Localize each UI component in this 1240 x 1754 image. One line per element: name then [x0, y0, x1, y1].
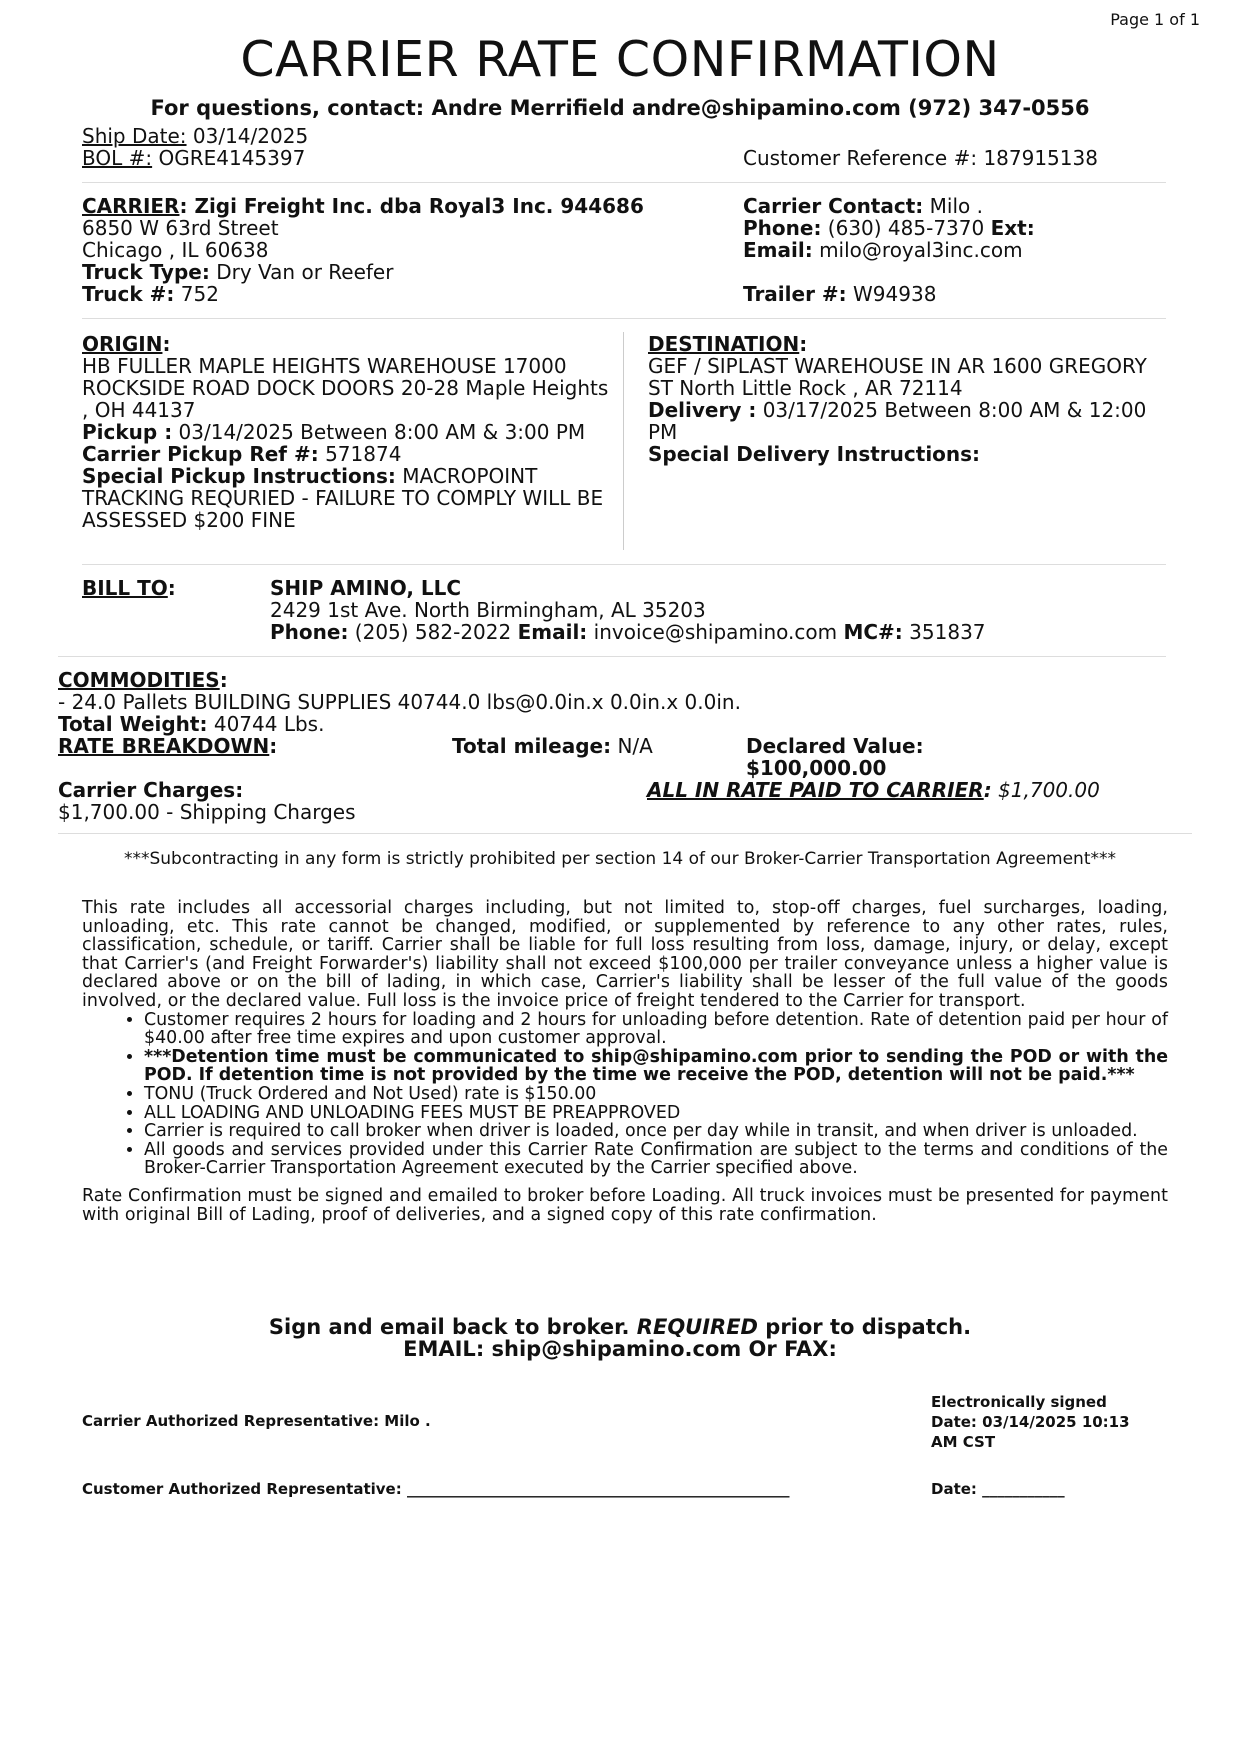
delivery-instructions: Special Delivery Instructions: [648, 442, 981, 466]
origin-block [82, 333, 617, 531]
total-mileage: Total mileage: N/A [452, 734, 653, 758]
truck-number: Truck #: 752 [82, 282, 219, 306]
contact-line: For questions, contact: Andre Merrifield andre@shipamino.com (972) 347-0556 [150, 96, 1090, 120]
bill-to-address: 2429 1st Ave. North Birmingham, AL 35203 [270, 598, 706, 622]
bill-to-name: SHIP AMINO, LLC [270, 576, 462, 600]
destination-address: GEF / SIPLAST WAREHOUSE IN AR 1600 GREGORY ST North Little Rock , AR 72114 [648, 354, 1147, 400]
list-item: • Carrier is required to call broker when driver is loaded, once per day while in transit, and when driver is unloaded. [144, 1122, 1168, 1141]
declared-value: Declared Value: $100,000.00 [746, 734, 924, 780]
rate-breakdown-label: RATE BREAKDOWN: [58, 734, 278, 758]
carrier-address1: 6850 W 63rd Street [82, 216, 279, 240]
carrier-block [82, 195, 722, 305]
page-number: Page 1 of 1 [1110, 10, 1200, 29]
carrier-name: CARRIER: Zigi Freight Inc. dba Royal3 Inc. 944686 [82, 194, 644, 218]
column-divider [623, 332, 624, 550]
carrier-contact: Carrier Contact: Milo . [743, 194, 983, 218]
list-item: • ALL LOADING AND UNLOADING FEES MUST BE PREAPPROVED [144, 1104, 1168, 1123]
electronic-signature: Electronically signed Date: 03/14/2025 10:13 AM CST [931, 1393, 1130, 1451]
terms-block [82, 899, 1168, 1224]
divider [82, 318, 1166, 319]
destination-label: DESTINATION: [648, 332, 808, 356]
divider [58, 656, 1166, 657]
carrier-address2: Chicago , IL 60638 [82, 238, 269, 262]
truck-type: Truck Type: Dry Van or Reefer [82, 260, 394, 284]
commodities-label: COMMODITIES: [58, 668, 228, 692]
carrier-phone: Phone: (630) 485-7370 Ext: [743, 216, 1035, 240]
ship-date: Ship Date: 03/14/2025 [82, 124, 309, 148]
terms-paragraph: This rate includes all accessorial charges including, but not limited to, stop-off charges, fuel surcharges, loading, unloading, etc. This rate cannot be changed, modified, or supplemented by reference to any other rates, rules, classification, schedule, or tariff. Carrier shall be liable for full loss resulting from loss, damage, injury, or delay, except that Carrier's (and Freight Forwarder's) liability shall not exceed $100,000 per trailer conveyance unless a higher value is declared above or on the bill of lading, in which case, Carrier's liability shall be lesser of the full value of the goods involved, or the declared value. Full loss is the invoice price of freight tendered to the Carrier for transport. [82, 898, 1168, 1011]
customer-signature-date: Date: ___________ [931, 1480, 1065, 1498]
divider [82, 182, 1166, 183]
customer-representative: Customer Authorized Representative: ___________________________________________________ [82, 1480, 790, 1498]
list-item: • TONU (Truck Ordered and Not Used) rate is $150.00 [144, 1085, 1168, 1104]
bill-to-block [270, 577, 1190, 643]
divider [58, 833, 1192, 834]
pickup-ref: Carrier Pickup Ref #: 571874 [82, 442, 402, 466]
sign-instruction: Sign and email back to broker. REQUIRED prior to dispatch. EMAIL: ship@shipamino.com Or FAX: [268, 1315, 972, 1361]
customer-reference: Customer Reference #: 187915138 [743, 146, 1098, 170]
commodity-line: - 24.0 Pallets BUILDING SUPPLIES 40744.0 lbs@0.0in.x 0.0in.x 0.0in. [58, 690, 741, 714]
list-item: • ***Detention time must be communicated to ship@shipamino.com prior to sending the POD or with the POD. If detention time is not provided by the time we receive the POD, detention will not be paid.*** [144, 1048, 1168, 1085]
bill-to-label: BILL TO: [82, 576, 176, 600]
terms-list [82, 1011, 1168, 1178]
all-in-rate: ALL IN RATE PAID TO CARRIER: $1,700.00 [647, 778, 1100, 802]
carrier-email: Email: milo@royal3inc.com [743, 238, 1023, 262]
list-item: • All goods and services provided under this Carrier Rate Confirmation are subject to the terms and conditions of the Broker-Carrier Transportation Agreement executed by the Carrier specified above. [144, 1141, 1168, 1178]
total-weight: Total Weight: 40744 Lbs. [58, 712, 325, 736]
destination-block [648, 333, 1148, 465]
pickup-instructions: Special Pickup Instructions: MACROPOINT TRACKING REQURIED - FAILURE TO COMPLY WILL BE ASSESSED $200 FINE [82, 464, 604, 532]
bol-number: BOL #: OGRE4145397 [82, 146, 306, 170]
carrier-charges: Carrier Charges: $1,700.00 - Shipping Charges [58, 778, 356, 824]
divider [82, 564, 1166, 565]
pickup-window: Pickup : 03/14/2025 Between 8:00 AM & 3:00 PM [82, 420, 586, 444]
closing-paragraph: Rate Confirmation must be signed and emailed to broker before Loading. All truck invoices must be presented for payment with original Bill of Lading, proof of deliveries, and a signed copy of this rate confirmation. [82, 1185, 1168, 1225]
delivery-window: Delivery : 03/17/2025 Between 8:00 AM & 12:00 PM [648, 398, 1147, 444]
carrier-contact-block [743, 195, 1183, 305]
commodities-block [58, 669, 1198, 735]
bill-to-contact: Phone: (205) 582-2022 Email: invoice@shipamino.com MC#: 351837 [270, 620, 986, 644]
origin-address: HB FULLER MAPLE HEIGHTS WAREHOUSE 17000 ROCKSIDE ROAD DOCK DOORS 20-28 Maple Heights , OH 44137 [82, 354, 609, 422]
list-item: • Customer requires 2 hours for loading and 2 hours for unloading before detention. Rate of detention paid per hour of $40.00 after free time expires and upon customer approval. [144, 1011, 1168, 1048]
page-title: CARRIER RATE CONFIRMATION [240, 31, 1000, 88]
origin-label: ORIGIN: [82, 332, 171, 356]
carrier-representative: Carrier Authorized Representative: Milo . [82, 1412, 431, 1430]
subcontracting-notice: ***Subcontracting in any form is strictly prohibited per section 14 of our Broker-Carrier Transportation Agreement*** [123, 849, 1116, 869]
trailer-number: Trailer #: W94938 [743, 282, 937, 306]
